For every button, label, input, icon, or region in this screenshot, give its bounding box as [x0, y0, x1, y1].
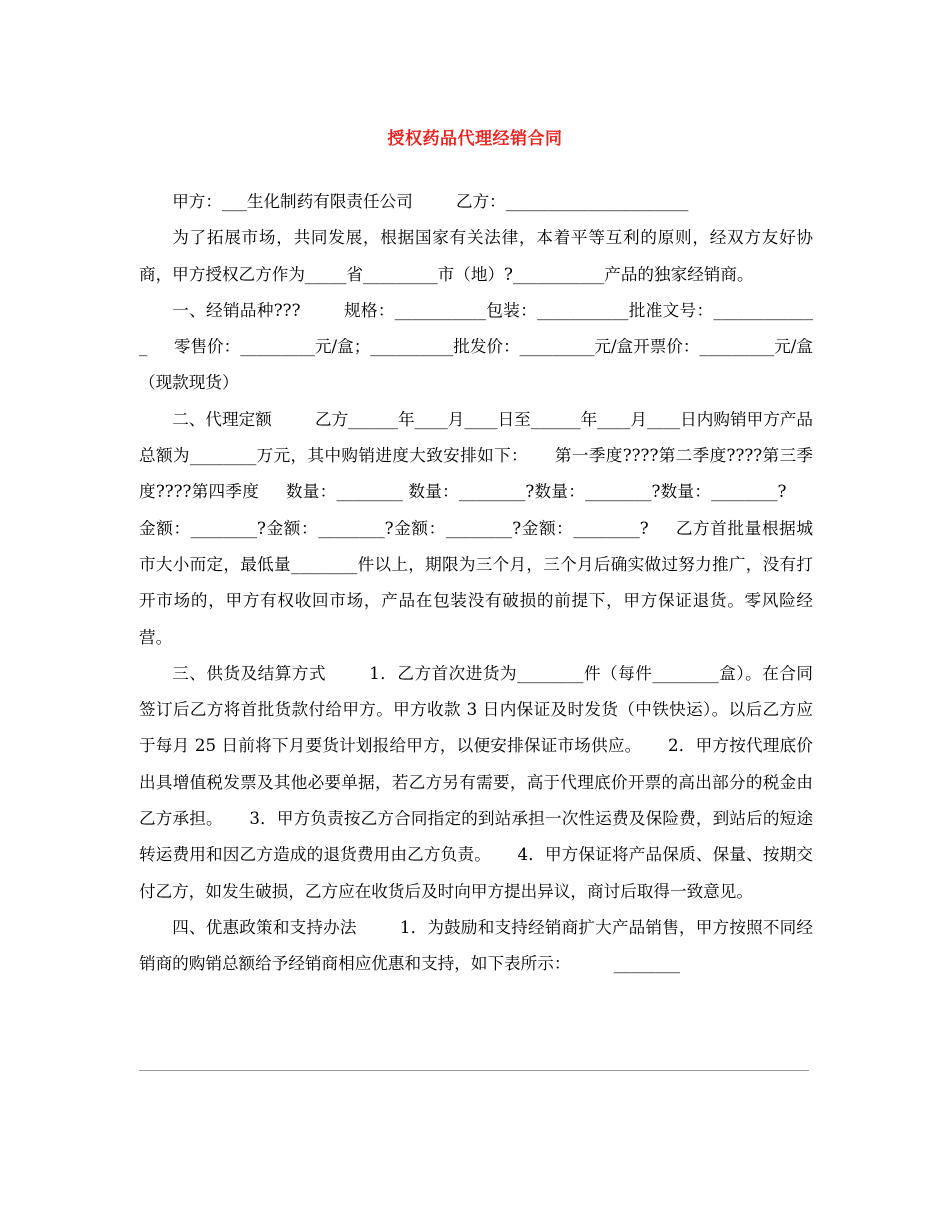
section-3-heading: 三、供货及结算方式: [172, 663, 327, 683]
section-4-blank: ________: [613, 954, 680, 974]
section-1-spec: 规格：___________包装：___________批准文号：_____________: [139, 300, 813, 357]
section-2-first-batch: 乙方首批量根据城市大小而定，最低量________件以上，期限为三个月，三个月后确实做过努力推广，没有打开市场的，甲方有权收回市场，产品在包装没有破损的前提下，甲方保证退货。零风险经营。: [139, 518, 813, 647]
party-a-label: 甲方：: [172, 192, 222, 211]
party-b-label: 乙方：: [455, 192, 506, 211]
section-1-heading: 一、经销品种???: [172, 300, 301, 320]
party-a-value: ___生化制药有限责任公司: [221, 192, 413, 211]
section-1-paragraph: [139, 293, 813, 402]
section-1-invoice: 开票价：_________元/盒（现款现货）: [139, 337, 813, 393]
parties-line: [139, 184, 813, 220]
section-2-amounts: 金额：________?金额：________?金额：________?金额：________?: [139, 518, 649, 538]
section-2-heading: 二、代理定额: [172, 409, 272, 429]
section-4-heading: 四、优惠政策和支持办法: [172, 917, 357, 937]
document-title: 授权药品代理经销合同: [387, 129, 563, 149]
page-divider: [139, 1070, 809, 1071]
section-3-item-2: 2．甲方按代理底价出具增值税发票及其他必要单据，若乙方另有需要，高于代理底价开票的高出部分的税金由乙方承担。: [139, 736, 813, 829]
section-2-quantities: 数量：________ 数量：________?数量：________?数量：________?: [285, 482, 787, 502]
section-3-paragraph: [139, 656, 813, 910]
section-4-item-1: 1．为鼓励和支持经销商扩大产品销售，甲方按照不同经销商的购销总额给予经销商相应优惠和支持，如下表所示：: [139, 917, 813, 974]
section-3-item-4: 4．甲方保证将产品保质、保量、按期交付乙方，如发生破损，乙方应在收货后及时向甲方提出异议，商讨后取得一致意见。: [139, 845, 813, 901]
section-3-item-3: 3．甲方负责按乙方合同指定的到站承担一次性运费及保险费，到站后的短途转运费用和因乙方造成的退货费用由乙方负责。: [139, 809, 814, 865]
section-2-quarters: 第一季度????第二季度????第三季度????第四季度: [139, 446, 814, 502]
party-b-value: ______________________: [505, 192, 689, 211]
intro-paragraph: 为了拓展市场，共同发展，根据国家有关法律，本着平等互利的原则，经双方友好协商，甲方授权乙方作为_____省_________市（地）?___________产品的独家经销商。: [139, 228, 813, 284]
section-1-retail: 零售价：_________元/盒；__________批发价：_________元/盒: [173, 337, 634, 357]
document-body: [139, 184, 813, 983]
section-2-body: 乙方______年____月____日至______年____月____日内购销甲方产品总额为________万元，其中购销进度大致安排如下：: [139, 409, 814, 466]
section-4-paragraph: [139, 910, 813, 983]
section-2-paragraph: [139, 402, 813, 656]
section-3-item-1: 1．乙方首次进货为________件（每件________盒）。在合同签订后乙方将首批货款付给甲方。甲方收款 3 日内保证及时发货（中铁快运）。以后乙方应于每月 25 日前将下月要货计划报给甲方，以便安排保证市场供应。: [139, 663, 814, 756]
